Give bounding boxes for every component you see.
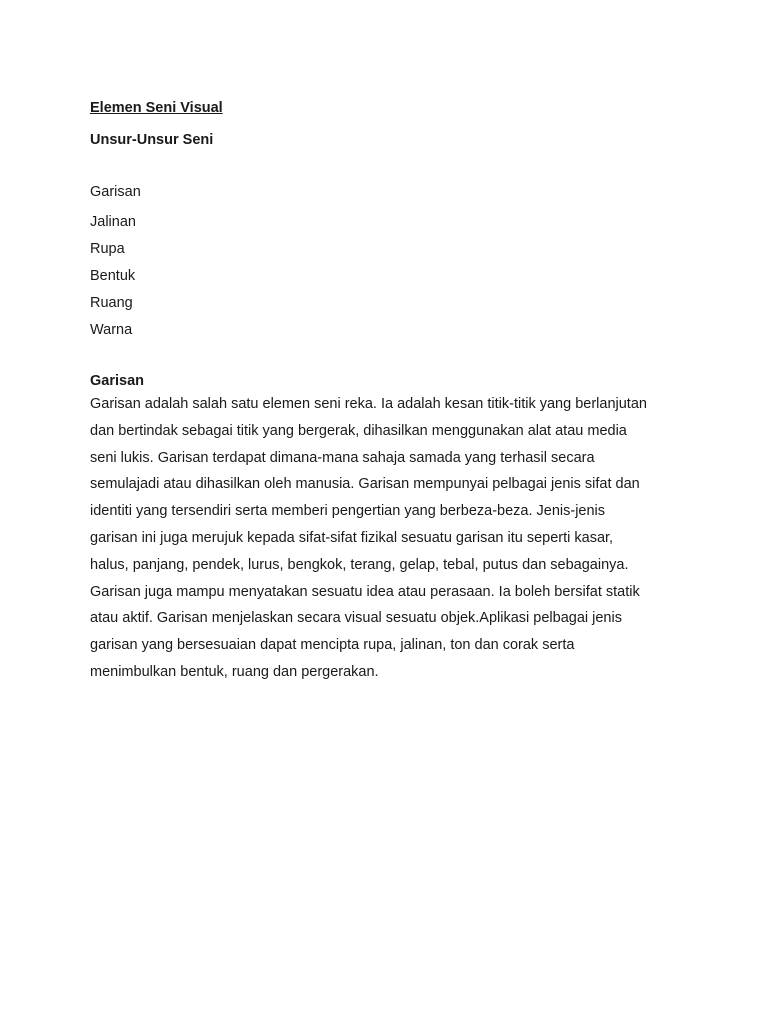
list-item-jalinan: Jalinan — [90, 214, 136, 230]
paragraph-line: halus, panjang, pendek, lurus, bengkok, terang, gelap, tebal, putus dan sebagainya. — [90, 556, 629, 573]
page-title: Elemen Seni Visual — [90, 100, 223, 116]
paragraph-line: seni lukis. Garisan terdapat dimana-mana sahaja samada yang terhasil secara — [90, 449, 595, 466]
paragraph-line: garisan yang bersesuaian dapat mencipta rupa, jalinan, ton dan corak serta — [90, 637, 575, 654]
paragraph-line: identiti yang tersendiri serta memberi pengertian yang berbeza-beza. Jenis-jenis — [90, 503, 606, 520]
list-item-rupa: Rupa — [90, 241, 125, 257]
paragraph-line: garisan ini juga merujuk kepada sifat-sifat fizikal sesuatu garisan itu seperti kasar, — [90, 529, 614, 546]
paragraph-line: dan bertindak sebagai titik yang bergerak, dihasilkan menggunakan alat atau media — [90, 422, 627, 439]
paragraph-line: semulajadi atau dihasilkan oleh manusia. Garisan mempunyai pelbagai jenis sifat dan — [90, 476, 640, 493]
paragraph-line: atau aktif. Garisan menjelaskan secara visual sesuatu objek.Aplikasi pelbagai jenis — [90, 610, 622, 627]
document-content — [90, 98, 680, 686]
paragraph-line: Garisan juga mampu menyatakan sesuatu idea atau perasaan. Ia boleh bersifat statik — [90, 583, 640, 600]
element-list — [90, 182, 680, 344]
paragraph-line: menimbulkan bentuk, ruang dan pergerakan. — [90, 663, 379, 680]
paragraph-line: Garisan adalah salah satu elemen seni reka. Ia adalah kesan titik-titik yang berlanjutan — [90, 396, 647, 412]
page-subtitle: Unsur-Unsur Seni — [90, 132, 214, 148]
list-item-ruang: Ruang — [90, 295, 133, 311]
list-item-warna: Warna — [90, 322, 133, 338]
section-heading: Garisan — [90, 373, 144, 389]
body-paragraph — [90, 391, 665, 686]
list-item-bentuk: Bentuk — [90, 268, 136, 284]
list-item-garisan: Garisan — [90, 184, 141, 200]
